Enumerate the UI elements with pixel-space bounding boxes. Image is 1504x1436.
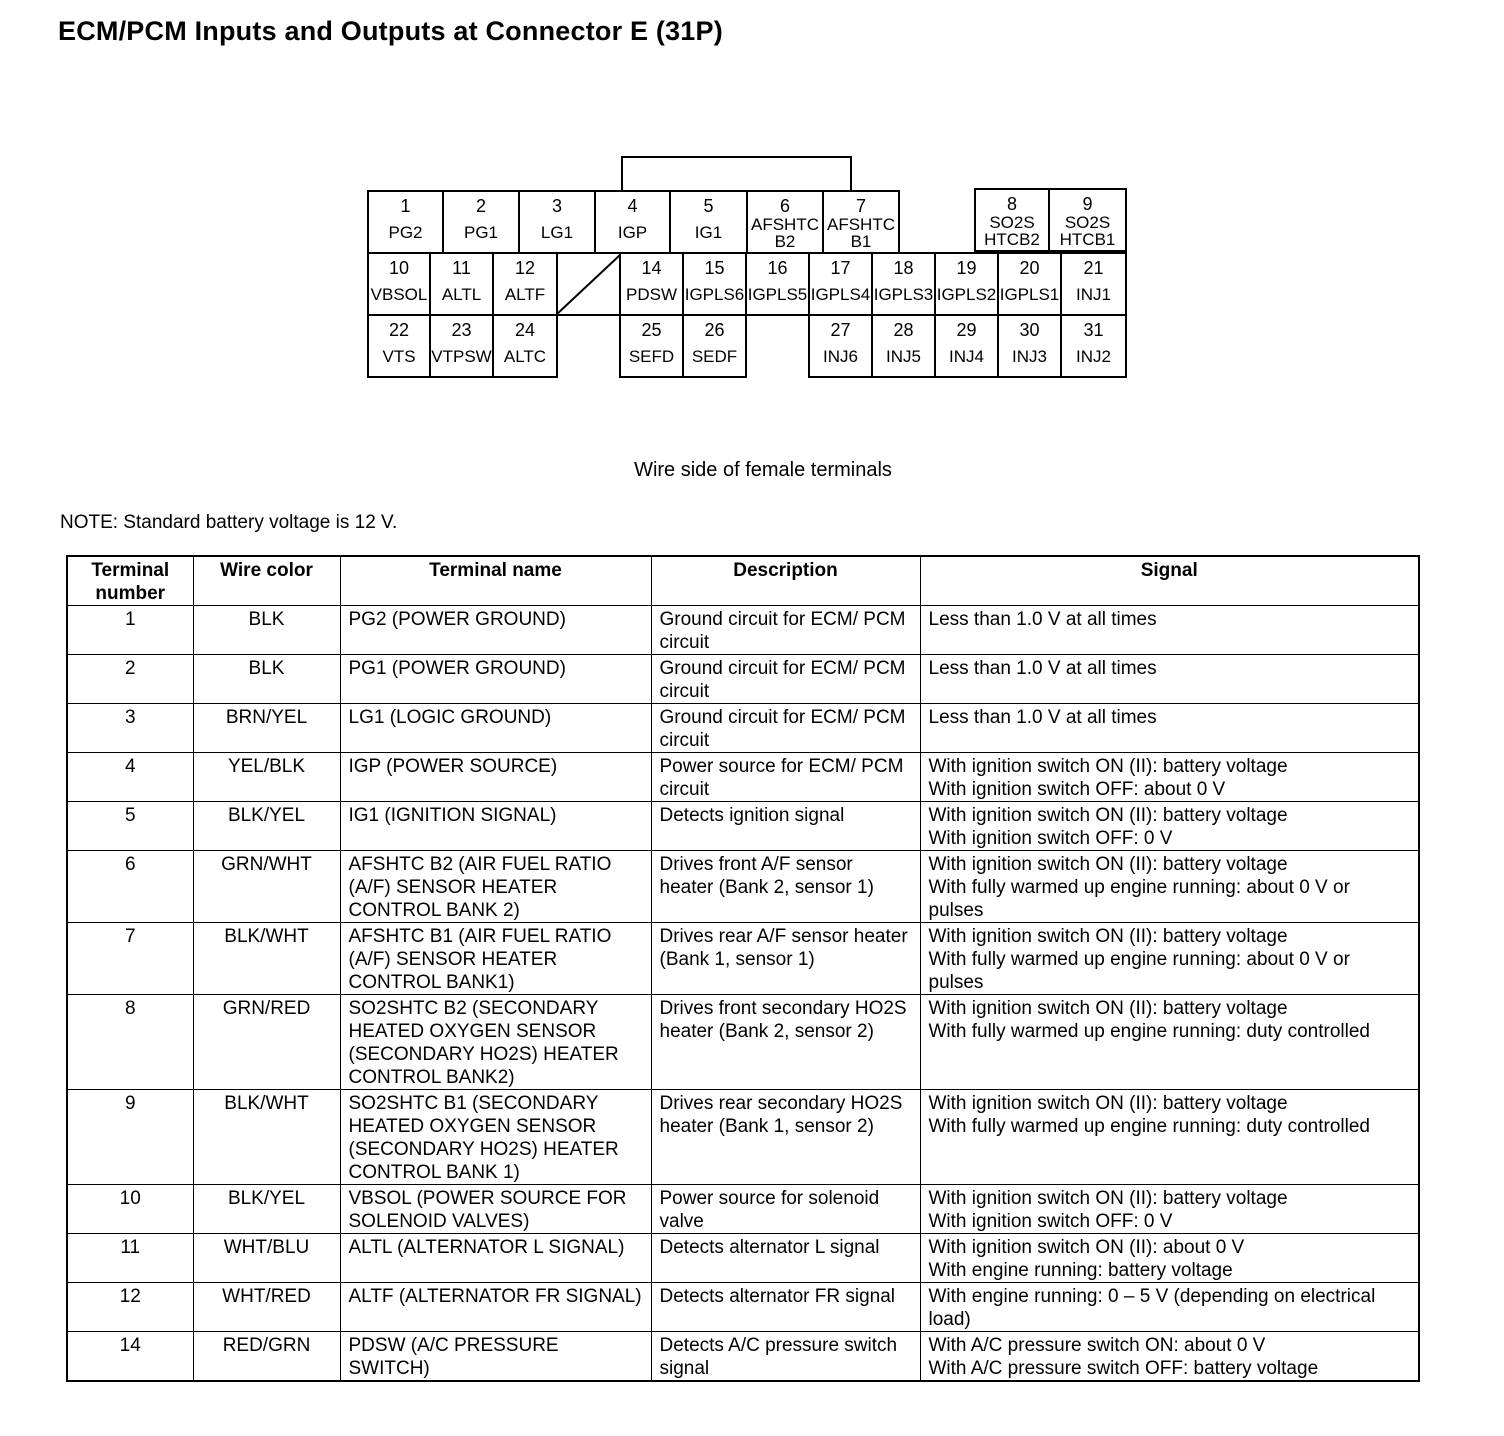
terminal-cell-9 [1049, 189, 1126, 251]
terminal-name-cell: IGP (POWER SOURCE) [340, 753, 651, 802]
terminal-number: 28 [893, 320, 914, 340]
description-cell: Ground circuit for ECM/ PCM circuit [651, 704, 920, 753]
terminal-label: IG1 [694, 223, 723, 242]
signal-line: With ignition switch ON (II): about 0 V [928, 1237, 1245, 1258]
wire-color-cell: GRN/RED [193, 995, 340, 1090]
terminal-name-cell: PDSW (A/C PRESSURE SWITCH) [340, 1332, 651, 1382]
terminal-number: 18 [893, 258, 914, 278]
description-cell: Power source for solenoid valve [651, 1185, 920, 1234]
description-cell: Power source for ECM/ PCM circuit [651, 753, 920, 802]
connector-diagram [0, 0, 1504, 420]
wire-color-cell: RED/GRN [193, 1332, 340, 1382]
wire-color-cell: WHT/BLU [193, 1234, 340, 1283]
terminal-name-cell: ALTL (ALTERNATOR L SIGNAL) [340, 1234, 651, 1283]
header-signal: Signal [920, 556, 1419, 606]
terminal-label: INJ5 [886, 347, 921, 366]
signal-cell [920, 923, 1419, 995]
signal-line: With fully warmed up engine running: duty controlled [928, 1021, 1370, 1042]
description-cell: Ground circuit for ECM/ PCM circuit [651, 655, 920, 704]
terminal-cell-25 [620, 315, 683, 377]
terminal-label: VTPSW [431, 347, 492, 366]
terminal-number: 6 [779, 196, 791, 216]
terminal-label: ALTC [503, 347, 547, 366]
signal-line: With ignition switch ON (II): battery voltage [928, 805, 1288, 826]
signal-line: With ignition switch ON (II): battery voltage [928, 926, 1288, 947]
signal-line: With fully warmed up engine running: about 0 V or pulses [928, 877, 1350, 921]
terminal-number: 1 [400, 196, 411, 216]
terminal-label: INJ6 [823, 347, 858, 366]
signal-line: With A/C pressure switch OFF: battery voltage [928, 1358, 1319, 1379]
signal-cell [920, 851, 1419, 923]
signal-cell [920, 1234, 1419, 1283]
wire-color-cell: BLK [193, 655, 340, 704]
signal-cell [920, 704, 1419, 753]
signal-cell [920, 606, 1419, 655]
terminal-cell-15 [683, 253, 746, 315]
terminal-name-cell: AFSHTC B2 (AIR FUEL RATIO (A/F) SENSOR HEATER CONTROL BANK 2) [340, 851, 651, 923]
terminal-name-cell: SO2SHTC B1 (SECONDARY HEATED OXYGEN SENSOR (SECONDARY HO2S) HEATER CONTROL BANK 1) [340, 1090, 651, 1185]
terminal-number: 29 [956, 320, 977, 340]
terminal-cell-3 [519, 191, 595, 253]
terminal-label: AFSHTC [827, 215, 895, 234]
terminal-number: 20 [1019, 258, 1040, 278]
description-cell: Drives front A/F sensor heater (Bank 2, sensor 1) [651, 851, 920, 923]
table-header-row [67, 556, 1419, 606]
terminal-label: PG2 [388, 223, 423, 242]
terminal-number: 4 [627, 196, 638, 216]
signal-line: With ignition switch ON (II): battery voltage [928, 998, 1288, 1019]
terminal-number: 14 [641, 258, 662, 278]
header-description: Description [651, 556, 920, 606]
signal-line: Less than 1.0 V at all times [928, 609, 1157, 630]
terminal-cell-29 [935, 315, 998, 377]
terminal-label: SO2S [1064, 213, 1111, 232]
terminal-number-cell: 9 [67, 1090, 193, 1185]
description-cell: Drives front secondary HO2S heater (Bank 2, sensor 2) [651, 995, 920, 1090]
terminal-label: IGPLS5 [747, 285, 808, 304]
table-row [67, 1185, 1419, 1234]
terminal-name-cell: PG1 (POWER GROUND) [340, 655, 651, 704]
terminal-label: IGPLS2 [936, 285, 997, 304]
terminal-number: 9 [1082, 194, 1093, 214]
terminal-cell-17 [809, 253, 872, 315]
terminal-label: SEDF [691, 347, 738, 366]
terminal-number: 11 [452, 258, 471, 278]
io-table [66, 555, 1420, 1382]
terminal-number-cell: 1 [67, 606, 193, 655]
terminal-label: IGPLS1 [999, 285, 1060, 304]
wire-color-cell: BLK/WHT [193, 1090, 340, 1185]
terminal-label: PG1 [463, 223, 499, 242]
table-row [67, 802, 1419, 851]
terminal-number-cell: 8 [67, 995, 193, 1090]
terminal-number: 5 [703, 196, 714, 216]
terminal-name-cell: VBSOL (POWER SOURCE FOR SOLENOID VALVES) [340, 1185, 651, 1234]
table-row [67, 1283, 1419, 1332]
terminal-label: B2 [774, 232, 796, 251]
header-terminal-name: Terminal name [340, 556, 651, 606]
header-terminal-number: Terminal number [67, 556, 193, 606]
table-row [67, 1332, 1419, 1382]
terminal-number: 30 [1019, 320, 1040, 340]
terminal-number-cell: 7 [67, 923, 193, 995]
description-cell: Drives rear A/F sensor heater (Bank 1, sensor 1) [651, 923, 920, 995]
terminal-cell-20 [998, 253, 1061, 315]
signal-cell [920, 802, 1419, 851]
page-title: ECM/PCM Inputs and Outputs at Connector E (31P) [58, 16, 723, 46]
signal-line: Less than 1.0 V at all times [928, 707, 1157, 728]
terminal-name-cell: LG1 (LOGIC GROUND) [340, 704, 651, 753]
blank-terminal-slash [557, 255, 620, 314]
wire-color-cell: BRN/YEL [193, 704, 340, 753]
terminal-label: ALTF [504, 285, 546, 304]
table-row [67, 704, 1419, 753]
signal-line: With engine running: battery voltage [928, 1260, 1233, 1281]
wire-color-cell: BLK/WHT [193, 923, 340, 995]
terminal-number: 16 [767, 258, 788, 278]
header-wire-color: Wire color [193, 556, 340, 606]
terminal-number-cell: 10 [67, 1185, 193, 1234]
terminal-name-cell: PG2 (POWER GROUND) [340, 606, 651, 655]
terminal-label: IGPLS3 [873, 285, 934, 304]
signal-line: With A/C pressure switch ON: about 0 V [928, 1335, 1266, 1356]
terminal-number: 26 [704, 320, 725, 340]
table-row [67, 655, 1419, 704]
terminal-number: 24 [514, 320, 536, 340]
terminal-cell-14 [620, 253, 683, 315]
terminal-label: AFSHTC [751, 215, 819, 234]
terminal-number: 10 [388, 258, 410, 278]
terminal-label: VTS [382, 347, 416, 366]
terminal-cell-26 [683, 315, 746, 377]
terminal-label: HTCB2 [984, 230, 1040, 249]
terminal-cell-8 [975, 189, 1049, 251]
signal-cell [920, 1283, 1419, 1332]
terminal-number: 31 [1083, 320, 1104, 340]
terminal-label: SEFD [628, 347, 675, 366]
terminal-number: 21 [1083, 258, 1104, 278]
terminal-label: VBSOL [370, 285, 428, 304]
terminal-name-cell: SO2SHTC B2 (SECONDARY HEATED OXYGEN SENSOR (SECONDARY HO2S) HEATER CONTROL BANK2) [340, 995, 651, 1090]
terminal-label: HTCB1 [1059, 230, 1116, 249]
note-text: NOTE: Standard battery voltage is 12 V. [60, 512, 398, 533]
terminal-cell-1 [368, 191, 443, 253]
terminal-name-cell: AFSHTC B1 (AIR FUEL RATIO (A/F) SENSOR HEATER CONTROL BANK1) [340, 923, 651, 995]
terminal-number-cell: 11 [67, 1234, 193, 1283]
terminal-number: 17 [830, 258, 851, 278]
signal-line: With ignition switch OFF: 0 V [928, 828, 1173, 849]
terminal-label: INJ2 [1076, 347, 1111, 366]
terminal-label: B1 [850, 232, 872, 251]
signal-cell [920, 995, 1419, 1090]
terminal-cell-10 [368, 253, 430, 315]
terminal-number: 15 [704, 258, 725, 278]
terminal-cell-2 [443, 191, 519, 253]
description-cell: Detects alternator L signal [651, 1234, 920, 1283]
signal-line: With fully warmed up engine running: duty controlled [928, 1116, 1370, 1137]
terminal-name-cell: IG1 (IGNITION SIGNAL) [340, 802, 651, 851]
signal-cell [920, 1090, 1419, 1185]
signal-line: With fully warmed up engine running: about 0 V or pulses [928, 949, 1350, 993]
terminal-cell-6 [747, 191, 823, 253]
terminal-cell-28 [872, 315, 935, 377]
terminal-cell-16 [746, 253, 809, 315]
signal-line: With ignition switch ON (II): battery voltage [928, 854, 1288, 875]
terminal-number: 3 [551, 196, 563, 216]
table-row [67, 1090, 1419, 1185]
table-row [67, 753, 1419, 802]
terminal-label: IGP [617, 223, 648, 242]
description-cell: Ground circuit for ECM/ PCM circuit [651, 606, 920, 655]
terminal-cell-30 [998, 315, 1061, 377]
terminal-cell-24 [493, 315, 557, 377]
wire-color-cell: BLK/YEL [193, 802, 340, 851]
terminal-label: INJ3 [1012, 347, 1047, 366]
terminal-number-cell: 6 [67, 851, 193, 923]
terminal-number-cell: 3 [67, 704, 193, 753]
terminal-cell-7 [823, 191, 899, 253]
terminal-label: SO2S [989, 213, 1035, 232]
terminal-number-cell: 12 [67, 1283, 193, 1332]
connector-key [622, 157, 851, 190]
table-row [67, 851, 1419, 923]
wire-color-cell: WHT/RED [193, 1283, 340, 1332]
table-row [67, 1234, 1419, 1283]
terminal-cell-5 [670, 191, 747, 253]
terminal-label: IGPLS4 [810, 285, 871, 304]
terminal-number: 23 [451, 320, 472, 340]
description-cell: Detects alternator FR signal [651, 1283, 920, 1332]
signal-cell [920, 655, 1419, 704]
terminal-cell-31 [1061, 315, 1126, 377]
terminal-number: 8 [1006, 194, 1018, 214]
wire-color-cell: BLK [193, 606, 340, 655]
terminal-number: 19 [956, 258, 977, 278]
wire-color-cell: BLK/YEL [193, 1185, 340, 1234]
connector-caption: Wire side of female terminals [634, 459, 892, 481]
signal-line: With ignition switch ON (II): battery voltage [928, 1093, 1288, 1114]
terminal-number: 7 [855, 196, 867, 216]
terminal-cell-18 [872, 253, 935, 315]
terminal-number: 2 [475, 196, 487, 216]
terminal-label: IGPLS6 [684, 285, 745, 304]
signal-line: Less than 1.0 V at all times [928, 658, 1157, 679]
terminal-label: INJ1 [1076, 285, 1111, 304]
signal-line: With ignition switch ON (II): battery voltage [928, 756, 1288, 777]
terminal-cell-11 [430, 253, 493, 315]
terminal-cell-23 [430, 315, 493, 377]
table-row [67, 995, 1419, 1090]
signal-cell [920, 753, 1419, 802]
terminal-number: 12 [514, 258, 536, 278]
terminal-number: 22 [388, 320, 410, 340]
terminal-number-cell: 4 [67, 753, 193, 802]
terminal-cell-27 [809, 315, 872, 377]
description-cell: Drives rear secondary HO2S heater (Bank 1, sensor 2) [651, 1090, 920, 1185]
signal-line: With engine running: 0 – 5 V (depending on electrical load) [928, 1286, 1376, 1330]
terminal-number-cell: 5 [67, 802, 193, 851]
signal-line: With ignition switch OFF: 0 V [928, 1211, 1173, 1232]
terminal-label: INJ4 [949, 347, 984, 366]
signal-line: With ignition switch OFF: about 0 V [928, 779, 1226, 800]
description-cell: Detects ignition signal [651, 802, 920, 851]
terminal-label: PDSW [626, 285, 677, 304]
wire-color-cell: GRN/WHT [193, 851, 340, 923]
terminal-number: 27 [830, 320, 851, 340]
table-row [67, 606, 1419, 655]
terminal-cell-19 [935, 253, 998, 315]
terminal-cell-4 [595, 191, 670, 253]
terminal-number-cell: 14 [67, 1332, 193, 1382]
terminal-cell-12 [493, 253, 557, 315]
signal-cell [920, 1332, 1419, 1382]
terminal-name-cell: ALTF (ALTERNATOR FR SIGNAL) [340, 1283, 651, 1332]
table-row [67, 923, 1419, 995]
terminal-label: ALTL [441, 285, 482, 304]
description-cell: Detects A/C pressure switch signal [651, 1332, 920, 1382]
terminal-number-cell: 2 [67, 655, 193, 704]
signal-line: With ignition switch ON (II): battery voltage [928, 1188, 1288, 1209]
wire-color-cell: YEL/BLK [193, 753, 340, 802]
terminal-cell-22 [368, 315, 430, 377]
terminal-label: LG1 [540, 223, 574, 242]
signal-cell [920, 1185, 1419, 1234]
terminal-number: 25 [641, 320, 662, 340]
terminal-cell-21 [1061, 253, 1126, 315]
